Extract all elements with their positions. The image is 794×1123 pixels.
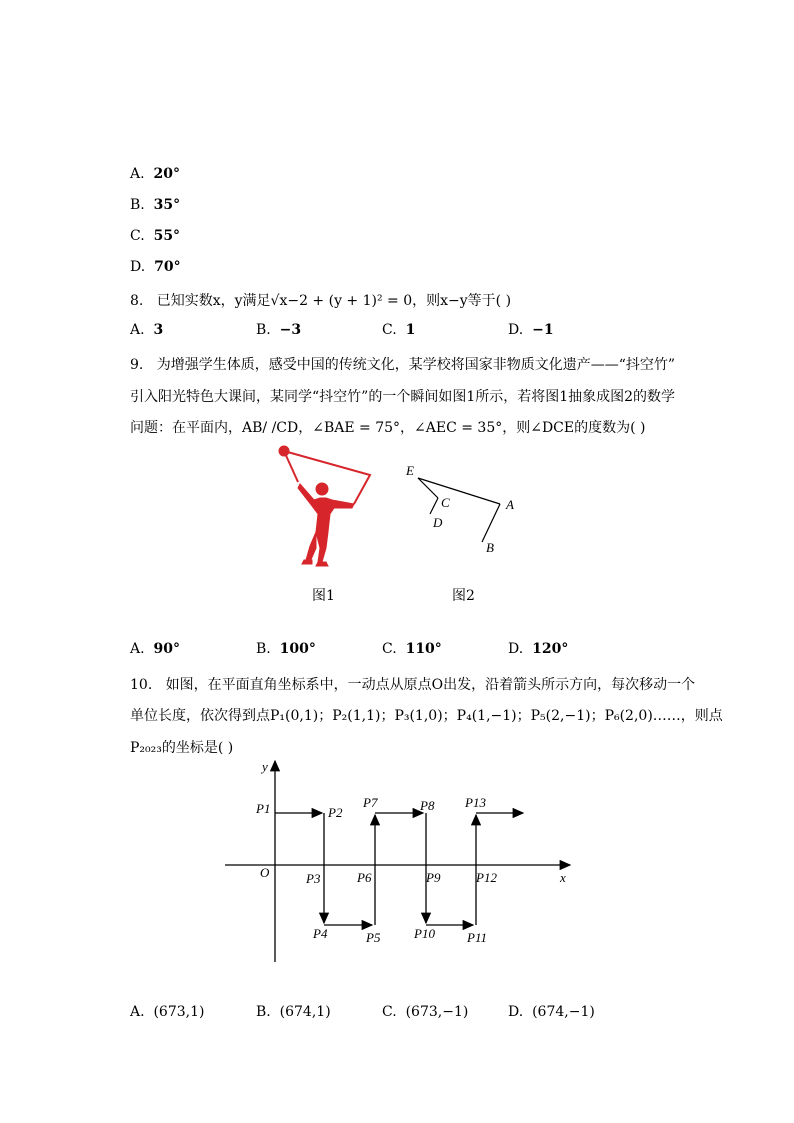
label-p1: P1 — [256, 801, 271, 816]
label-a: A — [506, 497, 514, 512]
label-p13: P13 — [465, 795, 486, 810]
label-p11: P11 — [467, 930, 487, 945]
label-p5: P5 — [366, 930, 381, 945]
label-p4: P4 — [313, 926, 328, 941]
q8-option-d: D. −1 — [508, 322, 554, 338]
q9-option-a: A. 90° — [130, 641, 180, 657]
q9-stem-line2: 引入阳光特色大课间，某同学“抖空竹”的一个瞬间如图1所示，若将图1抽象成图2的数学 — [130, 389, 676, 405]
q9-option-c: C. 110° — [382, 641, 442, 657]
label-p8: P8 — [420, 798, 435, 813]
label-d: D — [433, 515, 443, 530]
q10-stem-line3: P₂₀₂₃的坐标是( ) — [130, 740, 234, 756]
q8-option-c: C. 1 — [382, 322, 416, 338]
q7-option-c: C. 55° — [130, 228, 181, 244]
q9-figure2-caption: 图2 — [452, 588, 475, 604]
segment-cd — [430, 498, 438, 514]
q9-option-d: D. 120° — [508, 641, 569, 657]
q10-option-d: D. (674,−1) — [508, 1004, 595, 1020]
origin-label: O — [260, 865, 270, 880]
label-p3: P3 — [306, 871, 321, 886]
label-p7: P7 — [363, 795, 378, 810]
q10-option-a: A. (673,1) — [130, 1004, 205, 1020]
q8-option-a: A. 3 — [130, 322, 164, 338]
y-axis-label: y — [262, 759, 268, 774]
x-axis-label: x — [560, 870, 566, 885]
q8-stem: 8. 已知实数x，y满足√x−2 + (y + 1)² = 0，则x−y等于( ) — [130, 293, 512, 309]
q9-stem-line3: 问题：在平面内，AB/ /CD，∠BAE = 75°，∠AEC = 35°，则∠DCE的度数为( ) — [130, 420, 646, 436]
label-p10: P10 — [414, 926, 435, 941]
q10-stem-line2: 单位长度，依次得到点P₁(0,1)；P₂(1,1)；P₃(1,0)；P₄(1,−1)；P₅(2,−1)；P₆(2,0)……，则点 — [130, 708, 723, 724]
label-b: B — [486, 540, 494, 555]
label-p6: P6 — [357, 870, 372, 885]
q10-coordinate-figure — [220, 755, 580, 970]
q7-option-b: B. 35° — [130, 197, 181, 213]
label-p12: P12 — [476, 870, 497, 885]
q9-option-b: B. 100° — [256, 641, 316, 657]
label-e: E — [406, 463, 414, 478]
q9-figure1-diabolo-player — [270, 442, 390, 572]
label-p2: P2 — [328, 805, 343, 820]
label-c: C — [441, 495, 450, 510]
q9-figure2-diagram — [400, 458, 530, 558]
q7-option-a: A. 20° — [130, 166, 180, 182]
q8-option-b: B. −3 — [256, 322, 302, 338]
q9-stem-line1: 9. 为增强学生体质，感受中国的传统文化，某学校将国家非物质文化遗产——“抖空竹” — [130, 357, 676, 373]
q9-figure1-caption: 图1 — [312, 588, 335, 604]
label-p9: P9 — [426, 870, 441, 885]
q10-stem-line1: 10. 如图，在平面直角坐标系中，一动点从原点O出发，沿着箭头所示方向，每次移动一个 — [130, 677, 696, 693]
q10-option-b: B. (674,1) — [256, 1004, 331, 1020]
q7-option-d: D. 70° — [130, 259, 181, 275]
segment-ab — [482, 504, 500, 542]
q10-option-c: C. (673,−1) — [382, 1004, 469, 1020]
